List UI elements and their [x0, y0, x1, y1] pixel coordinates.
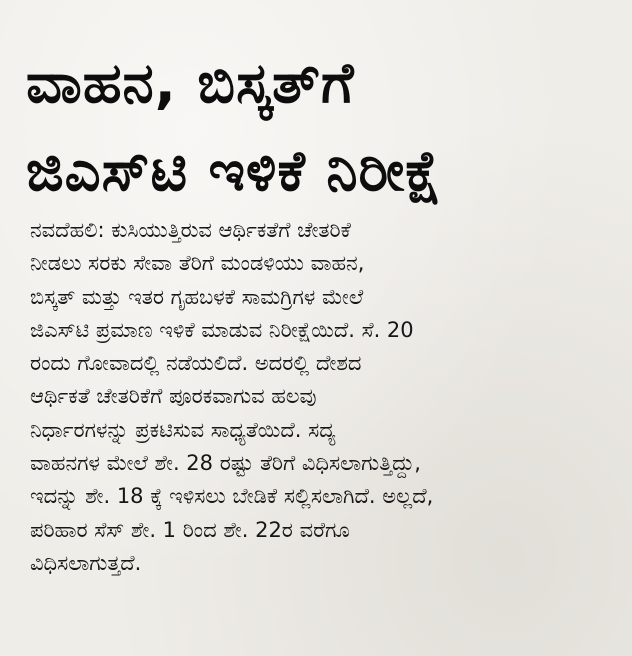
article-line: ಇದನ್ನು ಶೇ. 18 ಕ್ಕೆ ಇಳಿಸಲು ಬೇಡಿಕೆ ಸಲ್ಲಿಸಲಾಗಿದೆ. ಅಲ್ಲದೆ, [30, 484, 434, 509]
article-line: ನಿರ್ಧಾರಗಳನ್ನು ಪ್ರಕಟಿಸುವ ಸಾಧ್ಯತೆಯಿದೆ. ಸದ್ಯ [30, 417, 336, 442]
article-line: ನೀಡಲು ಸರಕು ಸೇವಾ ತೆರಿಗೆ ಮಂಡಳಿಯು ವಾಹನ, [30, 251, 365, 276]
article-line: ಜಿಎಸ್‌ಟಿ ಪ್ರಮಾಣ ಇಳಿಕೆ ಮಾಡುವ ನಿರೀಕ್ಷೆಯಿದೆ. ಸೆ. 20 [30, 317, 414, 342]
article-body [30, 214, 620, 580]
article-line: ವಾಹನಗಳ ಮೇಲೆ ಶೇ. 28 ರಷ್ಟು ತೆರಿಗೆ ವಿಧಿಸಲಾಗುತ್ತಿದ್ದು, [30, 451, 421, 476]
headline-line-1: ವಾಹನ, ಬಿಸ್ಕತ್‌ಗೆ [26, 51, 355, 116]
headline-line-2: ಜಿಎಸ್‌ಟಿ ಇಳಿಕೆ ನಿರೀಕ್ಷೆ [26, 139, 443, 204]
article-line: ಆರ್ಥಿಕತೆ ಚೇತರಿಕೆಗೆ ಪೂರಕವಾಗುವ ಹಲವು [30, 384, 317, 409]
article-line: ಬಿಸ್ಕತ್ ಮತ್ತು ಇತರ ಗೃಹಬಳಕೆ ಸಾಮಗ್ರಿಗಳ ಮೇಲೆ [30, 284, 364, 309]
article-line: ಪರಿಹಾರ ಸೆಸ್ ಶೇ. 1 ರಿಂದ ಶೇ. 22ರ ವರೆಗೂ [30, 517, 350, 542]
article-line: ನವದೆಹಲಿ: ಕುಸಿಯುತ್ತಿರುವ ಆರ್ಥಿಕತೆಗೆ ಚೇತರಿಕೆ [30, 218, 351, 242]
article-line: ವಿಧಿಸಲಾಗುತ್ತದೆ. [30, 550, 142, 575]
article-line: ರಂದು ಗೋವಾದಲ್ಲಿ ನಡೆಯಲಿದೆ. ಅದರಲ್ಲಿ ದೇಶದ [30, 351, 362, 376]
headline [26, 40, 616, 216]
